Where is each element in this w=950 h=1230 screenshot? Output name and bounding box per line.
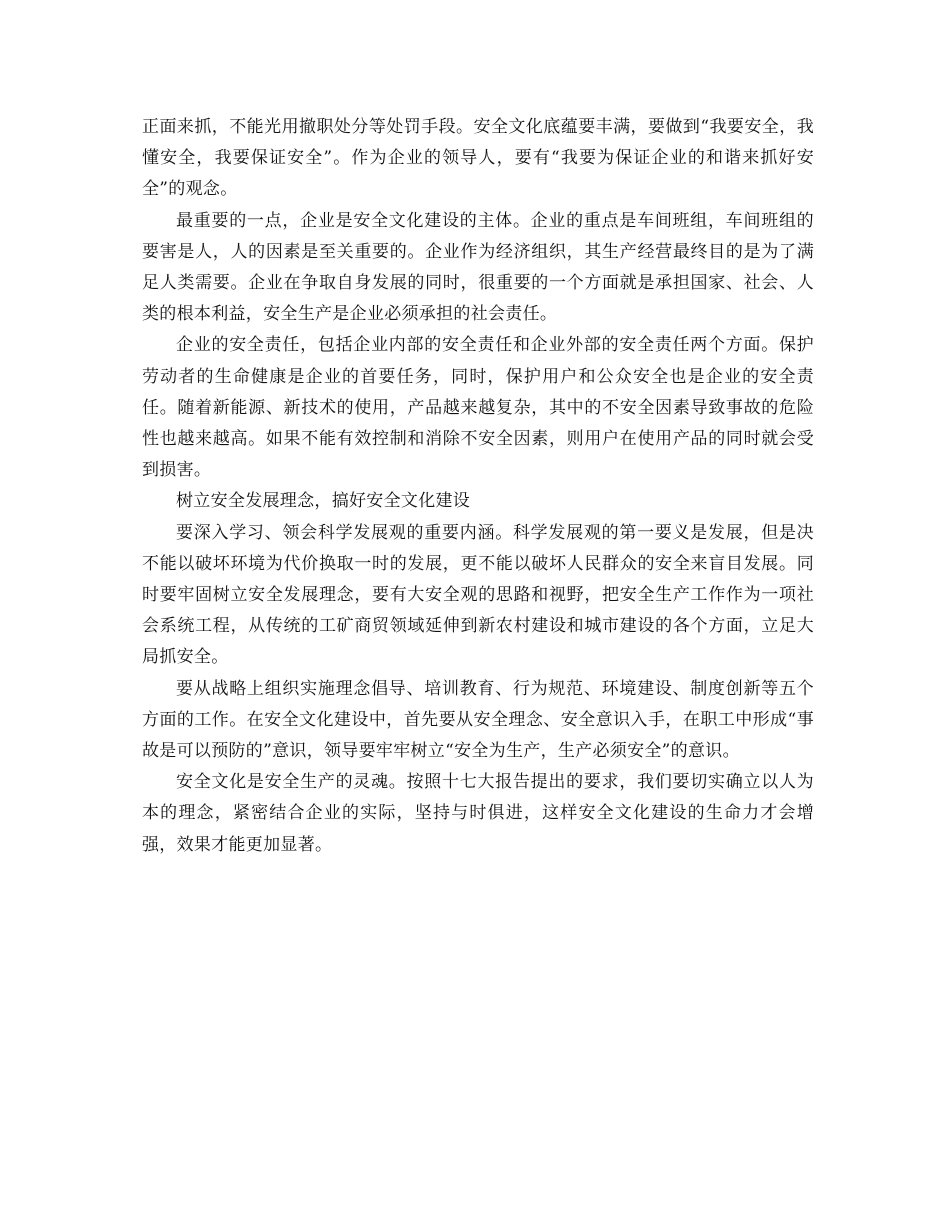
document-page bbox=[142, 112, 814, 861]
paragraph: 安全文化是安全生产的灵魂。按照十七大报告提出的要求，我们要切实确立以人为本的理念，紧密结合企业的实际，坚持与时俱进，这样安全文化建设的生命力才会增强，效果才能更加显著。 bbox=[142, 772, 814, 855]
section-heading: 树立安全发展理念，搞好安全文化建设 bbox=[176, 491, 471, 512]
paragraph: 要深入学习、领会科学发展观的重要内涵。科学发展观的第一要义是发展，但是决不能以破坏环境为代价换取一时的发展，更不能以破坏人民群众的安全来盲目发展。同时要牢固树立安全发展理念，要有大安全观的思路和视野，把安全生产工作作为一项社会系统工程，从传统的工矿商贸领域延伸到新农村建设和城市建设的各个方面，立足大局抓安全。 bbox=[142, 522, 814, 668]
paragraph: 企业的安全责任，包括企业内部的安全责任和企业外部的安全责任两个方面。保护劳动者的生命健康是企业的首要任务，同时，保护用户和公众安全也是企业的安全责任。随着新能源、新技术的使用，产品越来越复杂，其中的不安全因素导致事故的危险性也越来越高。如果不能有效控制和消除不安全因素，则用户在使用产品的同时就会受到损害。 bbox=[142, 335, 814, 481]
paragraph: 正面来抓，不能光用撤职处分等处罚手段。安全文化底蕴要丰满，要做到“我要安全，我懂安全，我要保证安全”。作为企业的领导人，要有“我要为保证企业的和谐来抓好安全”的观念。 bbox=[142, 117, 814, 200]
paragraph: 最重要的一点，企业是安全文化建设的主体。企业的重点是车间班组，车间班组的要害是人，人的因素是至关重要的。企业作为经济组织，其生产经营最终目的是为了满足人类需要。企业在争取自身发展的同时，很重要的一个方面就是承担国家、社会、人类的根本利益，安全生产是企业必须承担的社会责任。 bbox=[142, 210, 814, 325]
paragraph: 要从战略上组织实施理念倡导、培训教育、行为规范、环境建设、制度创新等五个方面的工作。在安全文化建设中，首先要从安全理念、安全意识入手，在职工中形成“事故是可以预防的”意识，领导要牢牢树立“安全为生产，生产必须安全”的意识。 bbox=[142, 678, 814, 762]
